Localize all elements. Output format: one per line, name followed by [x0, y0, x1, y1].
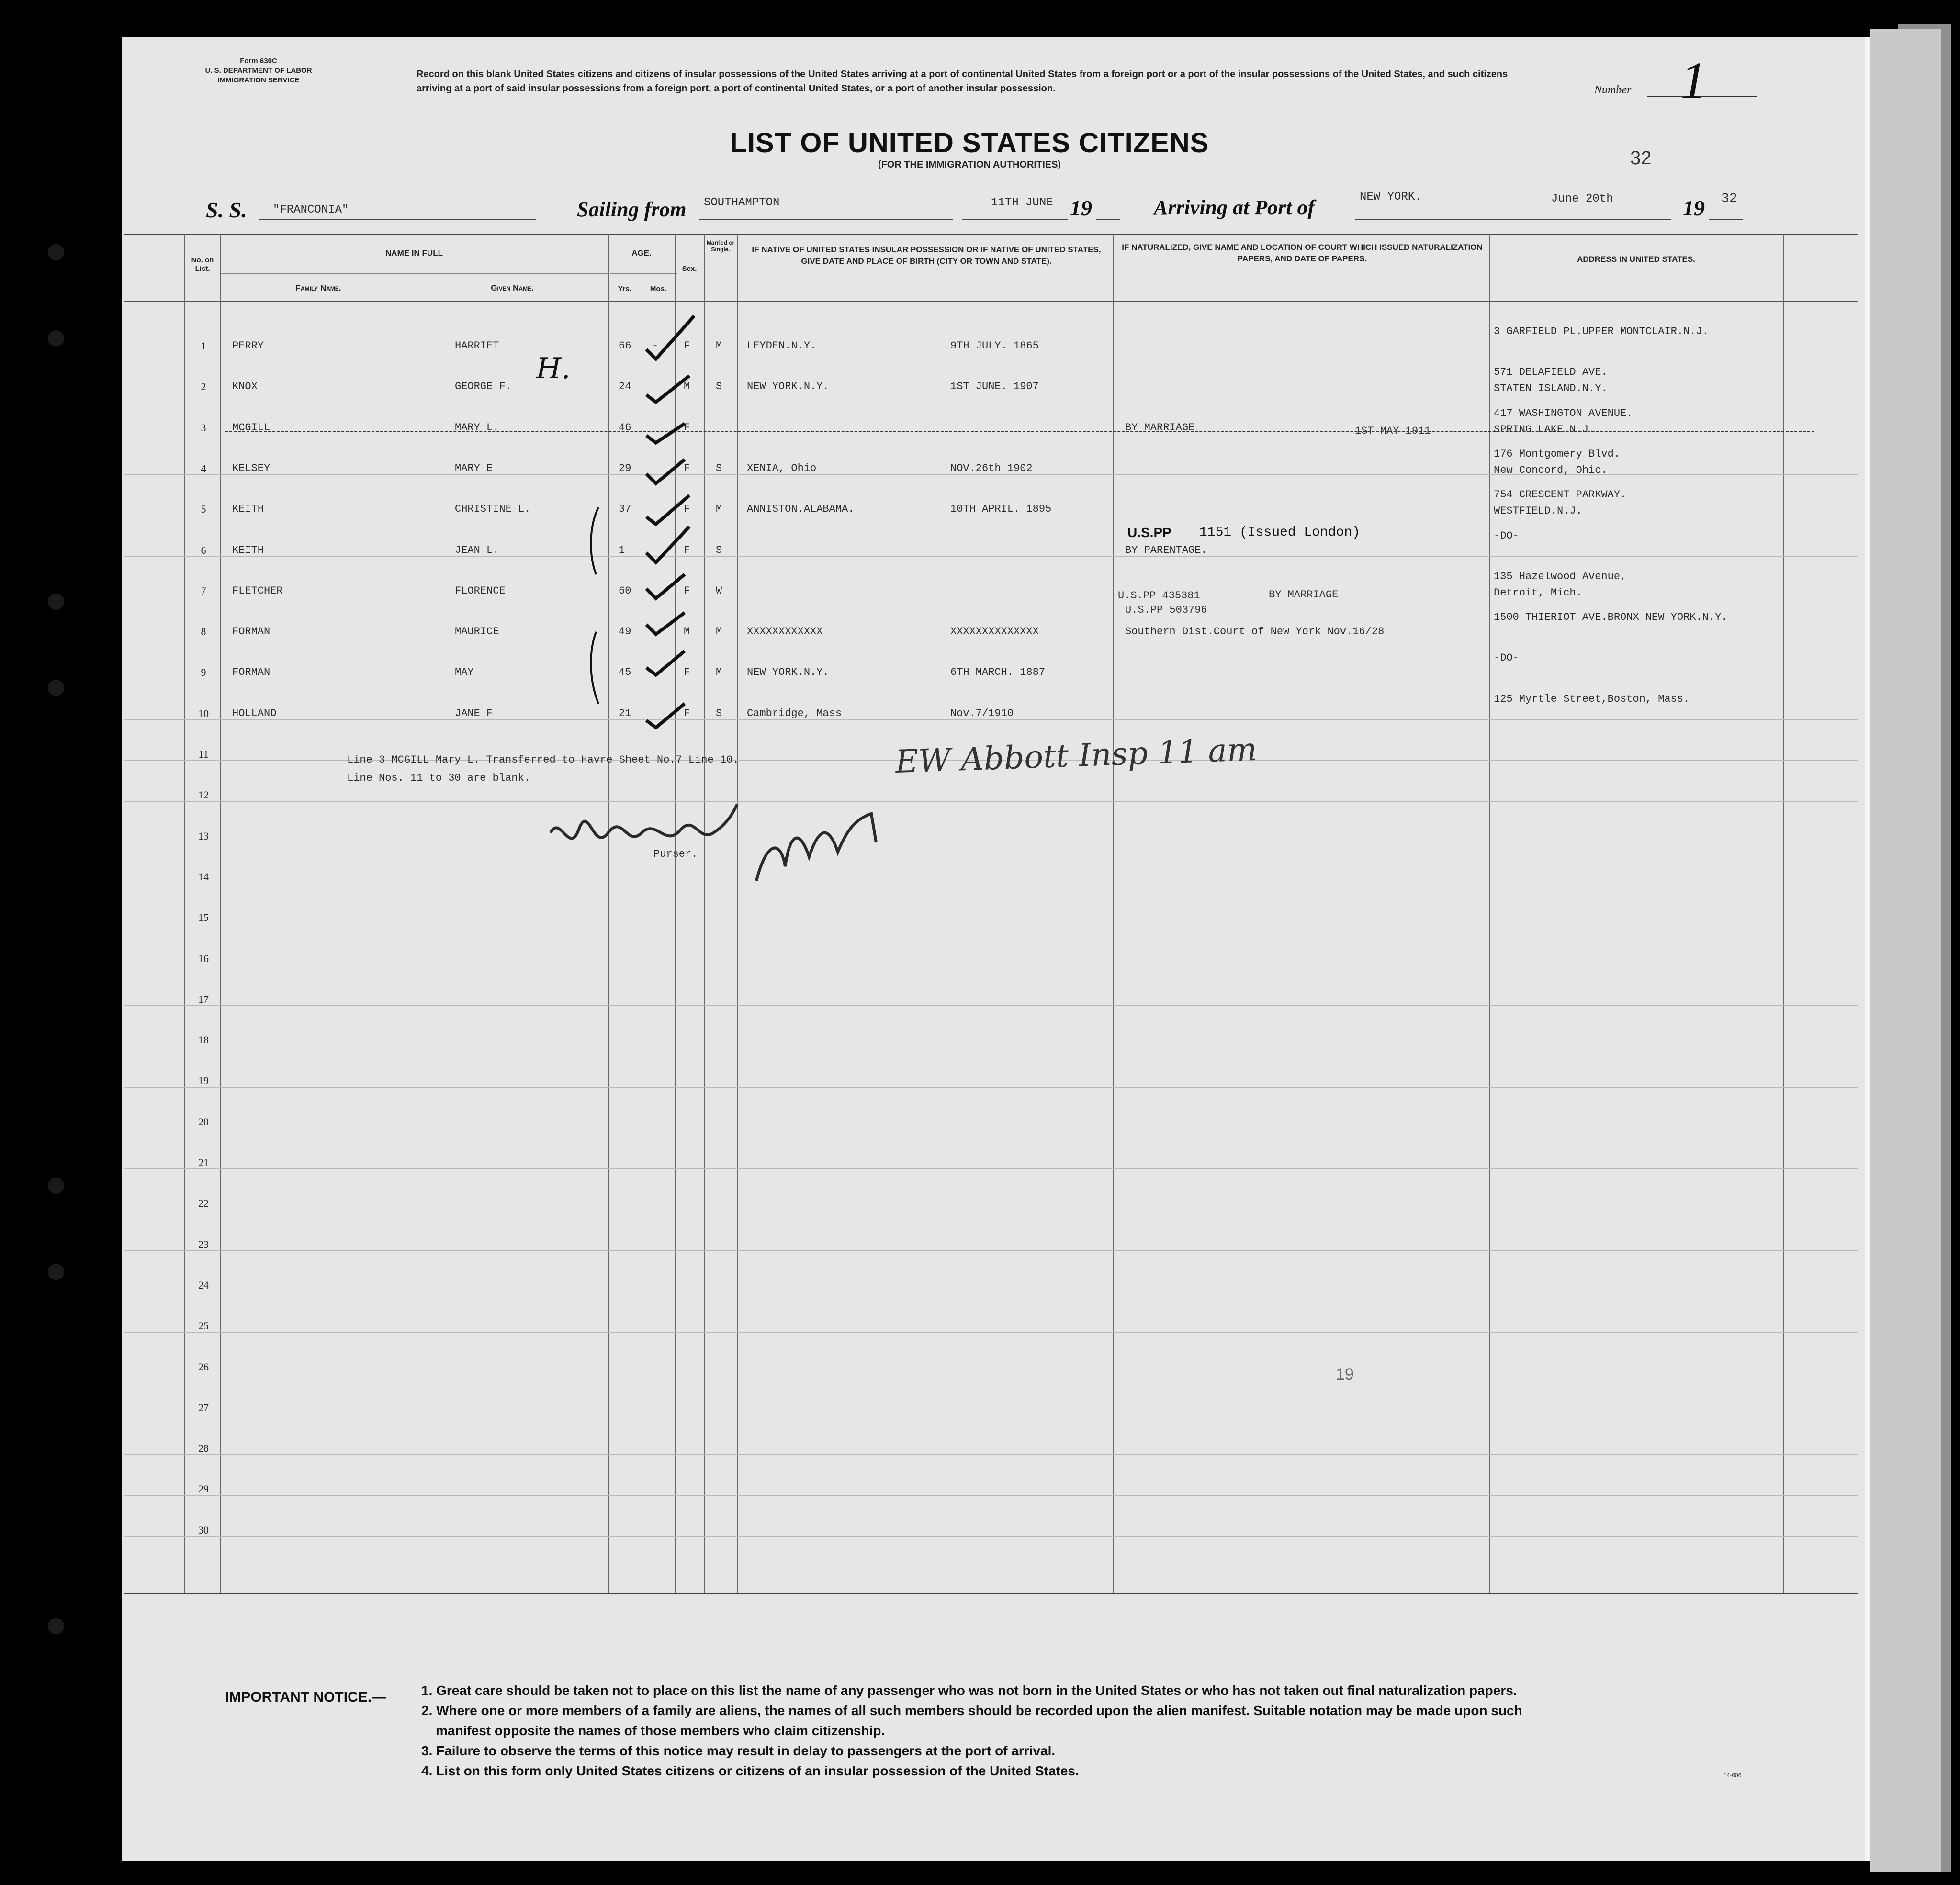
passport-number: 1151 (Issued London)	[1199, 525, 1361, 540]
sex-cell: F	[684, 503, 690, 516]
form-number: Form 630C	[240, 57, 277, 65]
sex-cell: F	[684, 340, 690, 352]
sex-cell: F	[684, 584, 690, 597]
sex-cell: M	[684, 626, 690, 638]
col-header-name-in-full: NAME IN FULL	[385, 248, 443, 258]
year-prefix: 19	[1683, 196, 1705, 220]
ship-name: "FRANCONIA"	[273, 203, 349, 216]
address-line-1-cell: 176 Montgomery Blvd.	[1494, 448, 1621, 460]
notice-item: 2. Where one or more members of a family are aliens, the names of all such members should be recorded upon the alien manifest. Suitable notation may be made upon such	[421, 1703, 1522, 1718]
row-rule	[124, 1495, 1858, 1496]
col-header-married-single: Married or Single.	[706, 239, 735, 253]
col-header-no: No. on List.	[191, 256, 214, 273]
sailing-date: 11TH JUNE	[991, 196, 1053, 209]
marital-status-cell: S	[716, 544, 722, 556]
row-rule	[124, 801, 1858, 802]
purser-label: Purser.	[653, 848, 698, 860]
marital-status-cell: S	[716, 381, 722, 393]
birthplace-cell: XXXXXXXXXXXX	[747, 626, 823, 638]
inspector-signature: EW Abbott Insp 11 am	[894, 730, 1258, 781]
row-rule	[124, 1454, 1858, 1455]
ship-underline	[259, 219, 536, 220]
address-line-1-cell: 125 Myrtle Street,Boston, Mass.	[1494, 693, 1690, 705]
row-number: 25	[198, 1320, 209, 1332]
row-number: 26	[198, 1360, 209, 1373]
marital-status-cell: S	[716, 462, 722, 474]
birthplace-cell: XENIA, Ohio	[747, 462, 817, 474]
given-name-cell: MAY	[455, 666, 474, 679]
row-rule	[124, 1250, 1858, 1251]
binder-hole	[48, 244, 64, 260]
row3-naturalization-date: 1ST MAY 1911	[1355, 425, 1431, 437]
sex-cell: F	[684, 462, 690, 474]
row-number: 14	[198, 870, 209, 883]
row-number: 9	[201, 666, 206, 679]
row-number: 16	[198, 952, 209, 965]
date-underline	[962, 219, 1068, 220]
birthdate-cell: Nov.7/1910	[950, 707, 1014, 719]
given-name-cell: FLORENCE	[455, 584, 506, 597]
marital-status-cell: S	[716, 707, 722, 719]
arrival-year: 32	[1721, 191, 1737, 206]
header-subdivider	[220, 273, 608, 274]
notice-item: 1. Great care should be taken not to place on this list the name of any passenger who was not born in the United States or who has not taken out final naturalization papers.	[421, 1683, 1517, 1698]
given-name-cell: MAURICE	[455, 626, 499, 638]
address-line-1-cell: -DO-	[1494, 529, 1519, 542]
age-months-cell: -	[652, 340, 659, 352]
row-number: 10	[198, 707, 209, 719]
birthdate-cell: 10TH APRIL. 1895	[950, 503, 1052, 516]
sex-cell: F	[684, 421, 690, 434]
passport-note: BY MARRIAGE	[1269, 589, 1339, 601]
purser-signature	[541, 785, 900, 890]
port-underline	[1355, 219, 1671, 220]
column-divider	[1783, 234, 1784, 1593]
given-name-cell: GEORGE F.	[455, 381, 512, 393]
page-subtitle: (FOR THE IMMIGRATION AUTHORITIES)	[878, 159, 1061, 170]
table-top-border	[124, 234, 1858, 235]
family-name-cell: FORMAN	[232, 626, 270, 638]
family-bracket	[582, 498, 610, 713]
address-line-1-cell: 754 CRESCENT PARKWAY.	[1494, 489, 1627, 501]
col-header-address: ADDRESS IN UNITED STATES.	[1577, 255, 1695, 264]
sex-cell: F	[684, 544, 690, 556]
naturalization-cell: Southern Dist.Court of New York Nov.16/28	[1125, 626, 1385, 638]
age-years-cell: 66	[619, 340, 631, 352]
given-name-cell: JEAN L.	[455, 544, 499, 556]
year-prefix: 19	[1070, 196, 1092, 220]
birthdate-cell: XXXXXXXXXXXXXX	[950, 626, 1039, 638]
given-name-cell: MARY L.	[455, 421, 499, 434]
notice-item: manifest opposite the names of those members who claim citizenship.	[436, 1723, 885, 1738]
number-label: Number	[1594, 84, 1632, 96]
address-line-1-cell: 417 WASHINGTON AVENUE.	[1494, 407, 1633, 419]
column-divider	[737, 234, 738, 1593]
address-line-2-cell: STATEN ISLAND.N.Y.	[1494, 382, 1608, 395]
form-instructions: Record on this blank United States citizens and citizens of insular possessions of the United States arriving at a port of continental United States from a foreign port or a port of the insular possessions of the United States, and such citizens arriving at a port of said insular possessions from a foreign port, a port of continental United States, or a port of another insular possession.	[417, 69, 1508, 94]
family-name-cell: KNOX	[232, 381, 258, 393]
year-underline	[1096, 219, 1120, 220]
row-number: 20	[198, 1115, 209, 1128]
check-marks	[632, 306, 728, 737]
row-number: 29	[198, 1483, 209, 1495]
sailing-from: SOUTHAMPTON	[704, 196, 780, 209]
age-years-cell: 24	[619, 381, 631, 393]
sailing-label: Sailing from	[577, 198, 687, 221]
birthplace-cell: LEYDEN.N.Y.	[747, 340, 817, 352]
birthdate-cell: 9TH JULY. 1865	[950, 340, 1039, 352]
sailing-underline	[699, 219, 953, 220]
age-years-cell: 45	[619, 666, 631, 679]
year-stamp: 32	[1630, 147, 1652, 168]
birthdate-cell: 1ST JUNE. 1907	[950, 381, 1039, 393]
family-name-cell: MCGILL	[232, 421, 270, 434]
binder-hole	[48, 1178, 64, 1194]
birthdate-cell: NOV.26th 1902	[950, 462, 1033, 474]
family-name-cell: FORMAN	[232, 666, 270, 679]
row-number: 7	[201, 584, 206, 597]
binder-hole	[48, 330, 64, 347]
transfer-note: Line 3 MCGILL Mary L. Transferred to Havre Sheet No.7 Line 10.	[347, 754, 739, 766]
col-header-naturalized: IF NATURALIZED, GIVE NAME AND LOCATION OF COURT WHICH ISSUED NATURALIZATION PAPERS, AND DATE OF PAPERS.	[1122, 243, 1483, 263]
arriving-label: Arriving at Port of	[1154, 196, 1315, 219]
col-header-sex: Sex.	[682, 265, 697, 273]
row-number: 4	[201, 462, 206, 474]
birthplace-cell: NEW YORK.N.Y.	[747, 666, 829, 679]
row-number: 11	[198, 748, 209, 760]
naturalization-cell: BY PARENTAGE.	[1125, 544, 1207, 556]
sex-cell: M	[684, 381, 690, 393]
col-header-birth: IF NATIVE OF UNITED STATES INSULAR POSSESSION OR IF NATIVE OF UNITED STATES, GIVE DATE AND PLACE OF BIRTH (CITY OR TOWN AND STATE).	[752, 245, 1101, 266]
family-name-cell: HOLLAND	[232, 707, 277, 719]
row-number: 21	[198, 1156, 209, 1168]
row-rule	[124, 719, 1858, 720]
notice-item: 3. Failure to observe the terms of this notice may result in delay to passengers at the port of arrival.	[421, 1743, 1056, 1758]
age-years-cell: 1	[619, 544, 625, 556]
family-name-cell: PERRY	[232, 340, 264, 352]
address-line-2-cell: New Concord, Ohio.	[1494, 464, 1608, 476]
col-header-mos: Mos.	[650, 285, 667, 293]
row-number: 15	[198, 911, 209, 924]
col-header-yrs: Yrs.	[618, 285, 632, 293]
table-header-border	[124, 301, 1858, 302]
page-title: LIST OF UNITED STATES CITIZENS	[730, 127, 1209, 158]
birthplace-cell: NEW YORK.N.Y.	[747, 381, 829, 393]
column-divider	[220, 234, 221, 1593]
sex-cell: F	[684, 707, 690, 719]
naturalization-cell: BY MARRIAGE	[1125, 421, 1195, 434]
age-years-cell: 21	[619, 707, 631, 719]
given-name-cell: CHRISTINE L.	[455, 503, 531, 516]
age-years-cell: 29	[619, 462, 631, 474]
binder-hole	[48, 680, 64, 696]
age-years-cell: 49	[619, 626, 631, 638]
row-rule	[124, 1168, 1858, 1169]
manifest-sheet	[122, 37, 1870, 1861]
age-years-cell: 60	[619, 584, 631, 597]
row-rule	[124, 1332, 1858, 1333]
family-name-cell: KEITH	[232, 544, 264, 556]
given-name-cell: MARY E	[455, 462, 493, 474]
sex-cell: F	[684, 666, 690, 679]
arriving-port: NEW YORK.	[1360, 191, 1422, 203]
family-name-cell: KELSEY	[232, 462, 270, 474]
form-identifier	[168, 56, 349, 85]
row-number: 28	[198, 1442, 209, 1455]
blank-lines-note: Line Nos. 11 to 30 are blank.	[347, 772, 530, 784]
year-underline	[1709, 219, 1743, 220]
table-bottom-border	[124, 1593, 1858, 1594]
column-divider	[608, 234, 609, 1593]
col-header-family-name: Family Name.	[295, 283, 341, 292]
row-number: 27	[198, 1401, 209, 1414]
row-number: 3	[201, 421, 206, 434]
arriving-date: June 20th	[1551, 192, 1613, 205]
row-rule	[124, 1087, 1858, 1088]
address-line-1-cell: -DO-	[1494, 652, 1519, 664]
column-divider	[1113, 234, 1114, 1593]
column-divider	[1489, 234, 1490, 1593]
column-divider	[184, 234, 185, 1593]
row-number: 13	[198, 830, 209, 842]
address-line-2-cell: WESTFIELD.N.J.	[1494, 505, 1582, 517]
marital-status-cell: M	[716, 503, 722, 516]
passport-label: U.S.PP	[1127, 525, 1171, 540]
row3-strikethrough	[225, 431, 1814, 432]
address-line-1-cell: 1500 THIERIOT AVE.BRONX NEW YORK.N.Y.	[1494, 611, 1728, 624]
address-line-2-cell: Detroit, Mich.	[1494, 586, 1582, 599]
row-number: 2	[201, 381, 206, 393]
department-name: U. S. DEPARTMENT OF LABOR	[205, 67, 312, 75]
page-stack-edge	[1870, 29, 1941, 1872]
address-line-2-cell: SPRING LAKE.N.J.	[1494, 423, 1595, 436]
row-number: 18	[198, 1034, 209, 1046]
birthdate-cell: 6TH MARCH. 1887	[950, 666, 1046, 679]
row-rule	[124, 1005, 1858, 1006]
sheet-number-handwritten: 1	[1680, 51, 1707, 110]
header-subdivider	[610, 273, 677, 274]
row-number: 22	[198, 1197, 209, 1210]
address-line-1-cell: 135 Hazelwood Avenue,	[1494, 570, 1627, 583]
row-number: 5	[201, 503, 206, 516]
form-code: 14-606	[1723, 1772, 1742, 1779]
row-number: 23	[198, 1238, 209, 1250]
marital-status-cell: W	[716, 584, 722, 597]
row-rule	[124, 1536, 1858, 1537]
binder-hole	[48, 594, 64, 610]
address-line-1-cell: 571 DELAFIELD AVE.	[1494, 366, 1608, 379]
birthplace-cell: ANNISTON.ALABAMA.	[747, 503, 855, 516]
address-line-1-cell: 3 GARFIELD PL.UPPER MONTCLAIR.N.J.	[1494, 325, 1709, 337]
age-years-cell: 37	[619, 503, 631, 516]
row-number: 24	[198, 1279, 209, 1291]
handwritten-initial: H.	[536, 352, 571, 385]
row-rule	[124, 556, 1858, 557]
service-name: IMMIGRATION SERVICE	[217, 76, 300, 84]
ss-label: S. S.	[206, 198, 247, 222]
notice-label: IMPORTANT NOTICE.—	[225, 1689, 386, 1705]
stray-mark: 19	[1336, 1365, 1354, 1383]
given-name-cell: JANE F	[455, 707, 493, 719]
col-header-given-name: Given Name.	[491, 283, 534, 292]
row-number: 19	[198, 1075, 209, 1087]
marital-status-cell: M	[716, 666, 722, 679]
binder-hole	[48, 1618, 64, 1634]
col-header-age: AGE.	[631, 248, 652, 258]
passport-number: U.S.PP 435381	[1118, 590, 1200, 602]
given-name-cell: HARRIET	[455, 340, 499, 352]
row-number: 17	[198, 993, 209, 1005]
birthplace-cell: Cambridge, Mass	[747, 707, 842, 719]
family-name-cell: FLETCHER	[232, 584, 283, 597]
passport-number: U.S.PP 503796	[1125, 604, 1207, 616]
family-name-cell: KEITH	[232, 503, 264, 516]
row-number: 6	[201, 544, 206, 556]
row-number: 1	[201, 340, 206, 352]
binder-hole	[48, 1264, 64, 1280]
notice-item: 4. List on this form only United States citizens or citizens of an insular possession of the United States.	[421, 1763, 1079, 1778]
row-number: 8	[201, 626, 206, 638]
row-number: 12	[198, 789, 209, 801]
row-number: 30	[198, 1524, 209, 1536]
marital-status-cell: M	[716, 626, 722, 638]
age-years-cell: 46	[619, 421, 631, 434]
marital-status-cell: M	[716, 340, 722, 352]
